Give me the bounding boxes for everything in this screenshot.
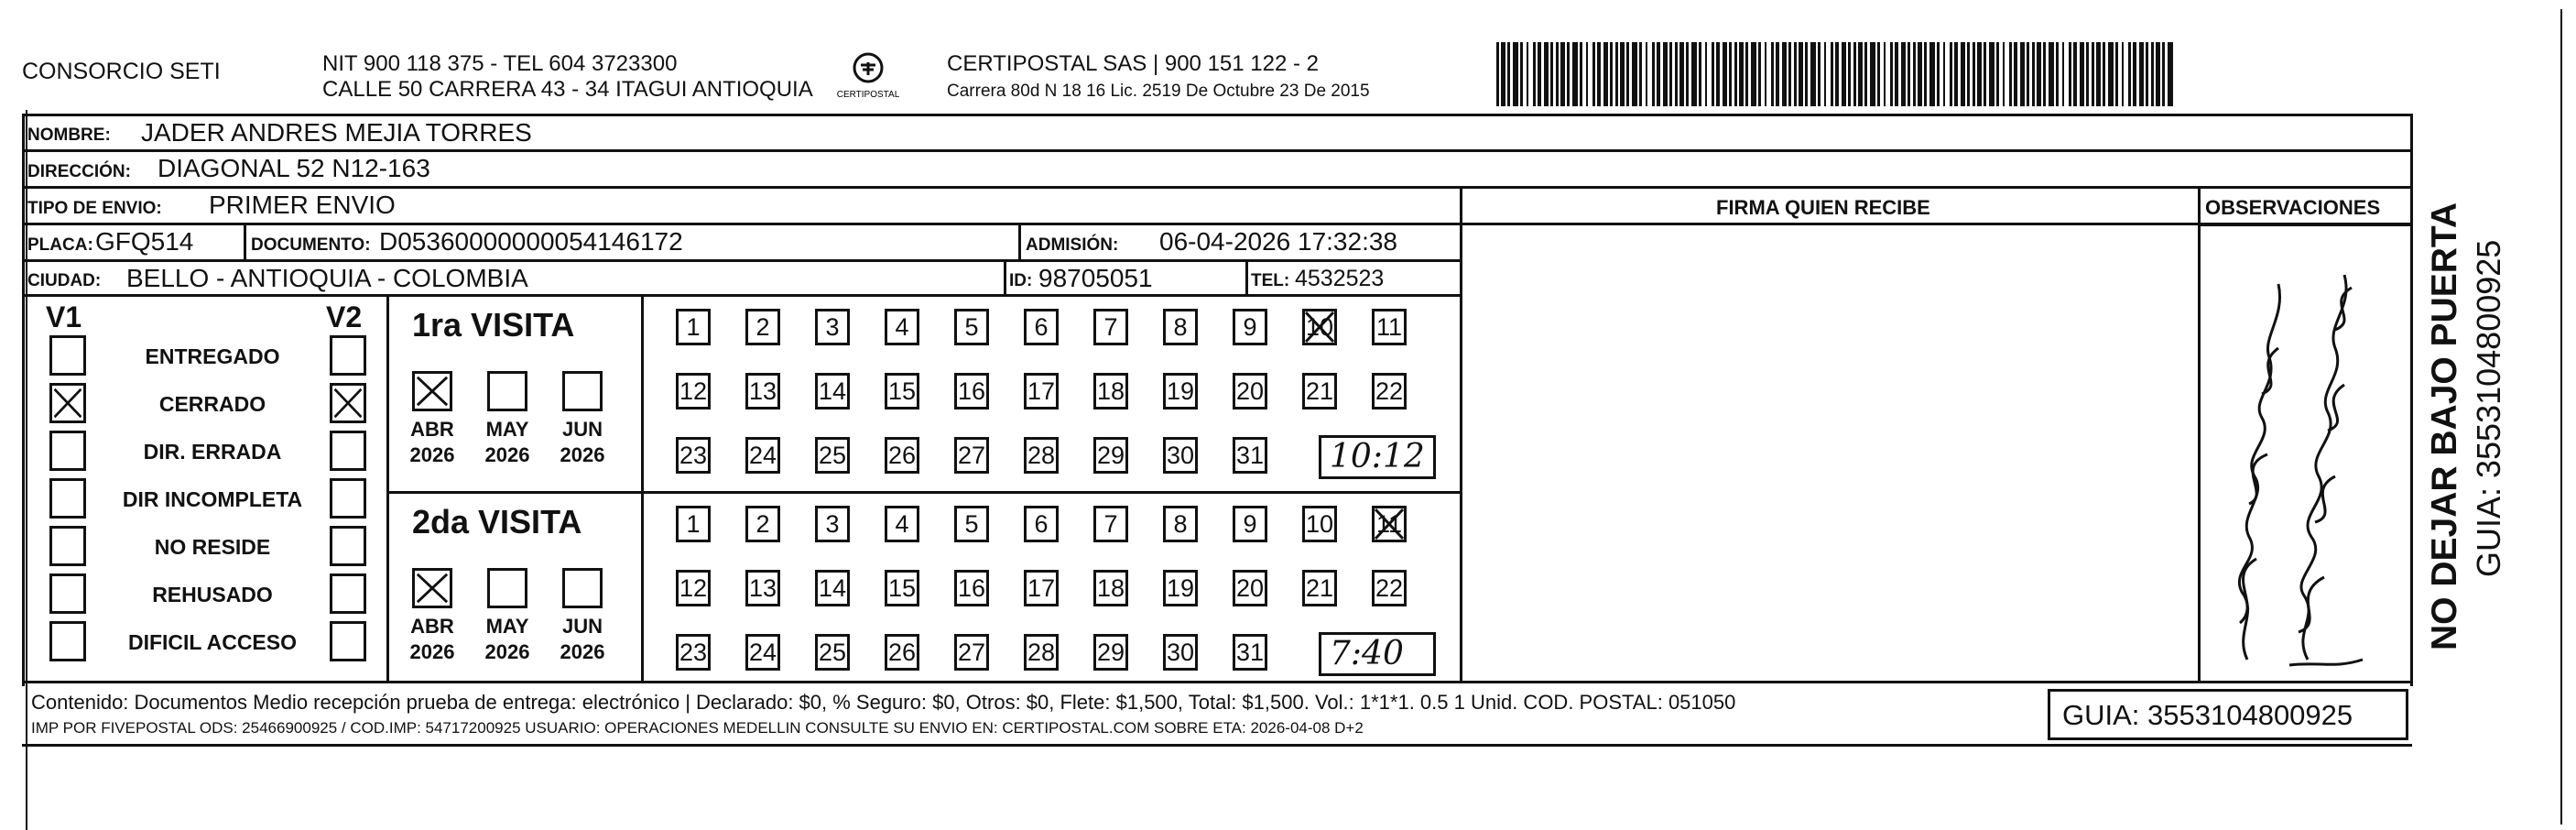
- nit-line: NIT 900 118 375 - TEL 604 3723300: [322, 51, 678, 76]
- day-box[interactable]: [1372, 506, 1407, 542]
- day-box[interactable]: [954, 506, 989, 542]
- day-box[interactable]: [745, 437, 780, 474]
- tipo-envio-label: TIPO DE ENVIO:: [27, 199, 162, 218]
- direccion-label: DIRECCIÓN:: [27, 162, 131, 181]
- day-number: 22: [1375, 377, 1404, 405]
- day-number: 23: [679, 639, 708, 666]
- status-option-label: DIR. ERRADA: [143, 440, 282, 464]
- visit-separator: [386, 491, 1460, 494]
- day-number: 21: [1305, 574, 1334, 602]
- day-number: 8: [1173, 313, 1188, 341]
- day-box[interactable]: [1302, 373, 1337, 410]
- day-box[interactable]: [676, 373, 711, 410]
- month-year: 2026: [484, 442, 530, 466]
- status-option-label: DIR INCOMPLETA: [122, 487, 303, 511]
- row-line-1: [22, 149, 2412, 152]
- day-box[interactable]: [885, 634, 919, 671]
- status-option-label: DIFICIL ACCESO: [127, 630, 297, 654]
- day-box[interactable]: [885, 570, 919, 606]
- month-year: 2026: [409, 639, 455, 663]
- impresion-line: IMP POR FIVEPOSTAL ODS: 25466900925 / COD.IMP: 54717200925 USUARIO: OPERACIONES MEDELLIN CONSULTE SU ENVIO EN: CERTIPOSTAL.COM SOBRE ETA: 2026-04-08 D+2: [31, 719, 1364, 737]
- placa-label: PLACA:: [27, 235, 93, 255]
- day-number: 18: [1096, 574, 1125, 602]
- day-box[interactable]: [885, 373, 919, 410]
- day-number: 11: [1375, 313, 1403, 341]
- status-option-label: CERRADO: [158, 392, 266, 416]
- day-box[interactable]: [1093, 506, 1128, 542]
- day-number: 16: [957, 377, 986, 405]
- v1-checkbox[interactable]: [49, 383, 86, 423]
- day-box[interactable]: [1233, 309, 1267, 345]
- admision-label: ADMISIÓN:: [1026, 235, 1119, 255]
- day-box[interactable]: [815, 437, 850, 474]
- day-box[interactable]: [1233, 570, 1267, 606]
- visit-title: 1ra VISITA: [412, 306, 575, 344]
- tel-value: 4532523: [1295, 266, 1385, 291]
- day-box[interactable]: [1024, 634, 1059, 671]
- status-option-label: ENTREGADO: [145, 344, 280, 368]
- day-number: 20: [1235, 574, 1265, 602]
- day-number: 12: [679, 574, 708, 602]
- day-number: 27: [957, 442, 986, 469]
- day-box[interactable]: [954, 437, 989, 474]
- company-name: CONSORCIO SETI: [22, 59, 221, 84]
- id-divider: [1004, 259, 1006, 294]
- day-number: 30: [1166, 639, 1195, 666]
- left-border: [22, 114, 25, 686]
- day-number: 12: [679, 377, 708, 405]
- day-box[interactable]: [954, 570, 989, 606]
- day-box[interactable]: [1302, 570, 1337, 606]
- day-number: 11: [1375, 510, 1403, 538]
- day-number: 7: [1103, 510, 1118, 538]
- row-line-2: [22, 186, 2412, 189]
- license-line: Carrera 80d N 18 16 Lic. 2519 De Octubre 23 De 2015: [947, 82, 1370, 101]
- ciudad-label: CIUDAD:: [27, 271, 102, 290]
- id-value: 98705051: [1038, 264, 1153, 292]
- month-name: JUN: [561, 615, 603, 638]
- admision-value: 06-04-2026 17:32:38: [1159, 227, 1397, 256]
- day-number: 23: [679, 442, 708, 469]
- day-number: 29: [1096, 639, 1125, 666]
- day-number: 16: [957, 574, 986, 602]
- footer-bottom-line: [22, 744, 2412, 747]
- day-number: 5: [964, 510, 979, 538]
- day-number: 18: [1096, 377, 1125, 405]
- day-box[interactable]: [815, 570, 850, 606]
- v2-label: V2: [326, 300, 363, 333]
- v2-checkbox[interactable]: [330, 573, 366, 614]
- nombre-label: NOMBRE:: [27, 126, 111, 145]
- day-number: 31: [1235, 639, 1265, 666]
- scan-right-edge: [2560, 9, 2562, 825]
- day-box[interactable]: [885, 437, 919, 474]
- day-number: 15: [887, 377, 917, 405]
- day-box[interactable]: [954, 373, 989, 410]
- day-box[interactable]: [885, 506, 919, 542]
- address-line: CALLE 50 CARRERA 43 - 34 ITAGUI ANTIOQUIA: [322, 77, 813, 102]
- day-box[interactable]: [885, 309, 919, 345]
- side-warning: NO DEJAR BAJO PUERTA: [2425, 202, 2464, 650]
- day-number: 9: [1243, 510, 1257, 538]
- month-label: [546, 417, 619, 467]
- day-box[interactable]: [676, 634, 711, 671]
- v1-checkbox[interactable]: [49, 573, 86, 614]
- certipostal-logo: [831, 49, 905, 104]
- top-border: [22, 114, 2412, 116]
- day-number: 10: [1305, 510, 1334, 538]
- day-number: 3: [825, 313, 840, 341]
- row-line-3: [22, 223, 2412, 225]
- day-number: 4: [895, 313, 909, 341]
- direccion-value: DIAGONAL 52 N12-163: [158, 154, 430, 182]
- month-checkbox[interactable]: [487, 568, 527, 608]
- day-box[interactable]: [1024, 570, 1059, 606]
- day-number: 13: [748, 377, 777, 405]
- month-checkbox[interactable]: [412, 371, 452, 411]
- day-number: 22: [1375, 574, 1404, 602]
- barcode: [1496, 42, 2178, 106]
- month-year: 2026: [409, 442, 455, 466]
- day-number: 26: [887, 639, 917, 666]
- v1-checkbox[interactable]: [49, 335, 86, 376]
- day-box[interactable]: [676, 506, 711, 542]
- day-box[interactable]: [815, 309, 850, 345]
- day-number: 30: [1166, 442, 1195, 469]
- status-grid-divider: [386, 294, 389, 681]
- handwritten-signature: [2198, 229, 2410, 678]
- day-number: 25: [818, 639, 847, 666]
- day-number: 24: [748, 442, 777, 469]
- tel-label: TEL:: [1251, 271, 1290, 290]
- day-number: 1: [686, 313, 701, 341]
- v1-checkbox[interactable]: [49, 478, 86, 519]
- day-box[interactable]: [954, 634, 989, 671]
- day-number: 19: [1166, 377, 1195, 405]
- v1-label: V1: [46, 300, 82, 333]
- month-name: MAY: [485, 418, 529, 441]
- day-box[interactable]: [745, 309, 780, 345]
- v1-checkbox[interactable]: [49, 526, 86, 566]
- month-label: [471, 614, 544, 664]
- day-box[interactable]: [1024, 437, 1059, 474]
- day-number: 3: [825, 510, 840, 538]
- day-box[interactable]: [1163, 309, 1198, 345]
- ciudad-value: BELLO - ANTIOQUIA - COLOMBIA: [126, 264, 528, 292]
- day-number: 19: [1166, 574, 1195, 602]
- id-label: ID:: [1009, 271, 1033, 290]
- day-number: 15: [887, 574, 917, 602]
- placa-value: GFQ514: [95, 227, 194, 256]
- day-number: 6: [1034, 313, 1049, 341]
- day-box[interactable]: [1372, 373, 1407, 410]
- v2-checkbox[interactable]: [330, 383, 366, 423]
- day-number: 27: [957, 639, 986, 666]
- day-number: 4: [895, 510, 909, 538]
- day-box[interactable]: [745, 506, 780, 542]
- month-label: [396, 614, 469, 664]
- day-box[interactable]: [1093, 570, 1128, 606]
- day-number: 10: [1305, 313, 1334, 341]
- day-number: 8: [1173, 510, 1188, 538]
- month-name: ABR: [410, 418, 454, 441]
- day-number: 14: [818, 574, 847, 602]
- day-box[interactable]: [676, 570, 711, 606]
- day-box[interactable]: [1163, 437, 1198, 474]
- day-box[interactable]: [1093, 309, 1128, 345]
- day-box[interactable]: [815, 506, 850, 542]
- day-number: 6: [1034, 510, 1049, 538]
- visit-time: 7:40: [1330, 635, 1404, 672]
- day-number: 20: [1235, 377, 1265, 405]
- visit-time: 10:12: [1330, 438, 1425, 475]
- day-box[interactable]: [1302, 506, 1337, 542]
- firma-left-border: [1460, 186, 1462, 681]
- day-box[interactable]: [1024, 373, 1059, 410]
- nombre-value: JADER ANDRES MEJIA TORRES: [141, 118, 532, 147]
- v2-checkbox[interactable]: [330, 526, 366, 566]
- day-box[interactable]: [1163, 570, 1198, 606]
- day-box[interactable]: [1093, 437, 1128, 474]
- v2-checkbox[interactable]: [330, 478, 366, 519]
- day-number: 9: [1243, 313, 1257, 341]
- documento-label: DOCUMENTO:: [251, 235, 371, 255]
- v2-checkbox[interactable]: [330, 431, 366, 471]
- month-year: 2026: [560, 639, 605, 663]
- v1-checkbox[interactable]: [49, 431, 86, 471]
- tipo-envio-value: PRIMER ENVIO: [209, 191, 396, 219]
- day-box[interactable]: [1233, 437, 1267, 474]
- day-number: 26: [887, 442, 917, 469]
- day-number: 21: [1305, 377, 1334, 405]
- day-box[interactable]: [1233, 373, 1267, 410]
- day-box[interactable]: [676, 309, 711, 345]
- month-label: [396, 417, 469, 467]
- contenido-line: Contenido: Documentos Medio recepción prueba de entrega: electrónico | Declarado: $0, % Seguro: $0, Otros: $0, Flete: $1,500, Total: $1,500. Vol.: 1*1*1. 0.5 1 Unid. COD. POSTAL: 051050: [31, 691, 1736, 714]
- day-number: 14: [818, 377, 847, 405]
- day-number: 2: [755, 313, 770, 341]
- guia-box-text: GUIA: 3553104800925: [2062, 699, 2353, 731]
- status-option-label: REHUSADO: [152, 583, 273, 606]
- month-checkbox[interactable]: [562, 371, 603, 411]
- day-number: 28: [1027, 442, 1056, 469]
- day-number: 28: [1027, 639, 1056, 666]
- tel-divider: [1245, 259, 1248, 294]
- month-checkbox[interactable]: [412, 568, 452, 608]
- day-box[interactable]: [1093, 634, 1128, 671]
- day-cross-mark: [1302, 309, 1337, 345]
- placa-divider: [244, 223, 246, 259]
- day-box[interactable]: [1233, 634, 1267, 671]
- day-box[interactable]: [745, 373, 780, 410]
- day-box[interactable]: [815, 373, 850, 410]
- admision-divider: [1018, 223, 1021, 259]
- day-box[interactable]: [1163, 373, 1198, 410]
- month-name: ABR: [410, 615, 454, 638]
- v2-checkbox[interactable]: [330, 335, 366, 376]
- obs-header-line: [2198, 224, 2412, 226]
- day-box[interactable]: [676, 437, 711, 474]
- svg-text:CERTIPOSTAL: CERTIPOSTAL: [836, 90, 900, 100]
- day-number: 24: [748, 639, 777, 666]
- status-option-label: NO RESIDE: [154, 535, 271, 559]
- side-guia: GUIA: 3553104800925: [2470, 239, 2507, 577]
- row-line-6: [22, 681, 2412, 683]
- day-number: 7: [1103, 313, 1118, 341]
- day-number: 1: [686, 510, 701, 538]
- day-number: 17: [1027, 574, 1056, 602]
- day-box[interactable]: [815, 634, 850, 671]
- documento-value: D05360000000054146172: [379, 227, 683, 256]
- courier-line: CERTIPOSTAL SAS | 900 151 122 - 2: [947, 51, 1319, 76]
- day-box[interactable]: [1024, 506, 1059, 542]
- day-cross-mark: [1372, 506, 1407, 542]
- day-box[interactable]: [1163, 506, 1198, 542]
- month-label: [471, 417, 544, 467]
- month-year: 2026: [560, 442, 605, 466]
- visit-title: 2da VISITA: [412, 503, 582, 541]
- day-number: 25: [818, 442, 847, 469]
- day-box[interactable]: [1093, 373, 1128, 410]
- day-box[interactable]: [1233, 506, 1267, 542]
- day-number: 5: [964, 313, 979, 341]
- day-box[interactable]: [1163, 634, 1198, 671]
- row-line-5: [22, 294, 1462, 297]
- visit-grid-divider: [641, 294, 644, 681]
- firma-header: FIRMA QUIEN RECIBE: [1716, 196, 1930, 219]
- day-box[interactable]: [954, 309, 989, 345]
- day-box[interactable]: [745, 634, 780, 671]
- month-checkbox[interactable]: [562, 568, 603, 608]
- day-number: 13: [748, 574, 777, 602]
- day-box[interactable]: [1302, 309, 1337, 345]
- day-box[interactable]: [745, 570, 780, 606]
- day-box[interactable]: [1372, 309, 1407, 345]
- v2-checkbox[interactable]: [330, 621, 366, 661]
- month-year: 2026: [484, 639, 530, 663]
- month-checkbox[interactable]: [487, 371, 527, 411]
- day-number: 17: [1027, 377, 1056, 405]
- day-number: 31: [1235, 442, 1265, 469]
- main-right-border: [2410, 114, 2413, 686]
- observaciones-header: OBSERVACIONES: [2205, 196, 2381, 219]
- month-name: MAY: [485, 615, 529, 638]
- day-box[interactable]: [1024, 309, 1059, 345]
- day-number: 29: [1096, 442, 1125, 469]
- month-name: JUN: [561, 418, 603, 441]
- day-box[interactable]: [1372, 570, 1407, 606]
- v1-checkbox[interactable]: [49, 621, 86, 661]
- day-number: 2: [755, 510, 770, 538]
- month-label: [546, 614, 619, 664]
